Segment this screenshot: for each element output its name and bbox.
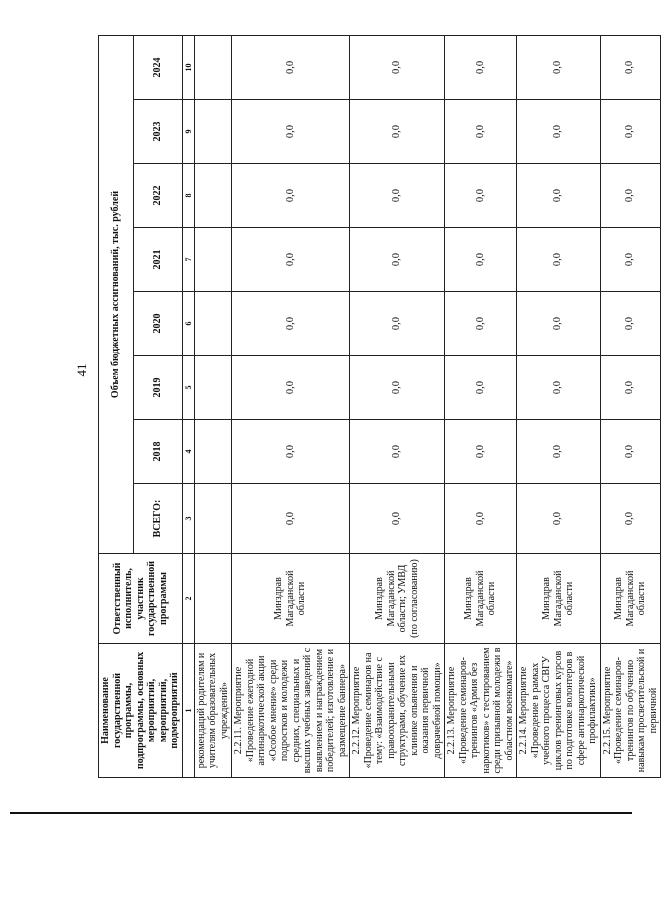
header-budget-group: Объем бюджетных ассигнований, тыс. рублей bbox=[99, 35, 134, 553]
header-year: 2023 bbox=[134, 100, 182, 164]
column-index: 5 bbox=[182, 356, 194, 420]
value-cell: 0,0 bbox=[232, 356, 350, 420]
budget-table bbox=[98, 35, 661, 778]
value-cell: 0,0 bbox=[445, 228, 517, 292]
value-cell: 0,0 bbox=[232, 228, 350, 292]
value-cell: 0,0 bbox=[232, 35, 350, 99]
column-index: 9 bbox=[182, 100, 194, 164]
header-year: 2018 bbox=[134, 420, 182, 484]
value-cell: 0,0 bbox=[445, 484, 517, 554]
value-cell: 0,0 bbox=[517, 35, 601, 99]
value-cell: 0,0 bbox=[232, 164, 350, 228]
value-cell bbox=[194, 35, 232, 99]
value-cell: 0,0 bbox=[517, 484, 601, 554]
column-index: 7 bbox=[182, 228, 194, 292]
column-index: 4 bbox=[182, 420, 194, 484]
value-cell: 0,0 bbox=[232, 100, 350, 164]
value-cell: 0,0 bbox=[445, 292, 517, 356]
value-cell: 0,0 bbox=[445, 35, 517, 99]
table-row bbox=[350, 35, 445, 777]
header-year: 2024 bbox=[134, 35, 182, 99]
value-cell: 0,0 bbox=[517, 420, 601, 484]
header-year: 2020 bbox=[134, 292, 182, 356]
value-cell: 0,0 bbox=[445, 420, 517, 484]
row-executor: Минздрав Магаданской области bbox=[232, 554, 350, 644]
value-cell: 0,0 bbox=[517, 356, 601, 420]
header-name: Наименование государственной программы, подпрограммы, основных мероприятий, мероприятий, подмероприятий bbox=[99, 644, 183, 778]
value-cell bbox=[194, 228, 232, 292]
value-cell: 0,0 bbox=[517, 164, 601, 228]
bottom-rule bbox=[10, 812, 632, 814]
rotated-table-wrapper bbox=[98, 36, 659, 778]
header-total: ВСЕГО: bbox=[134, 484, 182, 554]
column-index: 1 bbox=[182, 644, 194, 778]
value-cell: 0,0 bbox=[517, 292, 601, 356]
table-row bbox=[445, 35, 517, 777]
header-executor: Ответственный исполнитель, участник государственной программы bbox=[99, 554, 183, 644]
value-cell: 0,0 bbox=[600, 356, 661, 420]
value-cell: 0,0 bbox=[445, 100, 517, 164]
value-cell: 0,0 bbox=[600, 420, 661, 484]
column-index: 10 bbox=[182, 35, 194, 99]
header-year: 2022 bbox=[134, 164, 182, 228]
value-cell: 0,0 bbox=[232, 292, 350, 356]
table-row bbox=[600, 35, 661, 777]
value-cell: 0,0 bbox=[350, 292, 445, 356]
row-name: 2.2.14. Мероприятие «Проведение в рамках учебного процесса СВГУ циклов тренинговых курсов по подготовке волонтеров в сфере антинаркотической профилактики» bbox=[517, 644, 601, 778]
value-cell: 0,0 bbox=[350, 228, 445, 292]
value-cell: 0,0 bbox=[350, 35, 445, 99]
table-row bbox=[232, 35, 350, 777]
page-number: 41 bbox=[74, 363, 89, 377]
value-cell: 0,0 bbox=[600, 100, 661, 164]
row-executor: Минздрав Магаданской области; УМВД (по согласованию) bbox=[350, 554, 445, 644]
column-index: 6 bbox=[182, 292, 194, 356]
row-name: рекомендаций родителям и учителям образовательных учреждений» bbox=[194, 644, 232, 778]
value-cell: 0,0 bbox=[350, 356, 445, 420]
value-cell: 0,0 bbox=[517, 228, 601, 292]
row-executor: Минздрав Магаданской области bbox=[517, 554, 601, 644]
value-cell bbox=[194, 100, 232, 164]
value-cell: 0,0 bbox=[232, 484, 350, 554]
row-executor: Минздрав Магаданской области bbox=[445, 554, 517, 644]
table-row bbox=[194, 35, 232, 777]
value-cell: 0,0 bbox=[600, 164, 661, 228]
row-name: 2.2.15. Мероприятие «Проведение семинаров-тренингов по обучению навыкам просветительской и первичной bbox=[600, 644, 661, 778]
value-cell bbox=[194, 356, 232, 420]
value-cell: 0,0 bbox=[600, 228, 661, 292]
value-cell: 0,0 bbox=[445, 356, 517, 420]
column-index: 8 bbox=[182, 164, 194, 228]
row-name: 2.2.13. Мероприятие «Проведение семинаров-тренингов «Армия без наркотиков» с тестированием среди призывной молодежи в областном военкомате» bbox=[445, 644, 517, 778]
value-cell bbox=[194, 484, 232, 554]
row-name: 2.2.12. Мероприятие «Проведение семинаров на тему: «Взаимодействие с правоохранительными структурами, обучение их клинике опьянения и оказания первичной доврачебной помощи» bbox=[350, 644, 445, 778]
value-cell bbox=[194, 164, 232, 228]
value-cell: 0,0 bbox=[350, 164, 445, 228]
value-cell: 0,0 bbox=[445, 164, 517, 228]
value-cell: 0,0 bbox=[600, 292, 661, 356]
row-executor: Минздрав Магаданской области bbox=[600, 554, 661, 644]
header-year: 2019 bbox=[134, 356, 182, 420]
value-cell: 0,0 bbox=[600, 484, 661, 554]
column-index: 2 bbox=[182, 554, 194, 644]
header-year: 2021 bbox=[134, 228, 182, 292]
value-cell: 0,0 bbox=[517, 100, 601, 164]
row-executor bbox=[194, 554, 232, 644]
value-cell: 0,0 bbox=[350, 420, 445, 484]
row-name: 2.2.11. Мероприятие «Проведение ежегодной антинаркотической акции «Особое мнение» среди подростков и молодежи средних, специальных и высших учебных заведений с выявлением и награждением победителей; изготовление и размещение баннера» bbox=[232, 644, 350, 778]
column-index: 3 bbox=[182, 484, 194, 554]
value-cell: 0,0 bbox=[350, 484, 445, 554]
value-cell bbox=[194, 292, 232, 356]
value-cell: 0,0 bbox=[232, 420, 350, 484]
value-cell bbox=[194, 420, 232, 484]
value-cell: 0,0 bbox=[350, 100, 445, 164]
table-row bbox=[517, 35, 601, 777]
value-cell: 0,0 bbox=[600, 35, 661, 99]
